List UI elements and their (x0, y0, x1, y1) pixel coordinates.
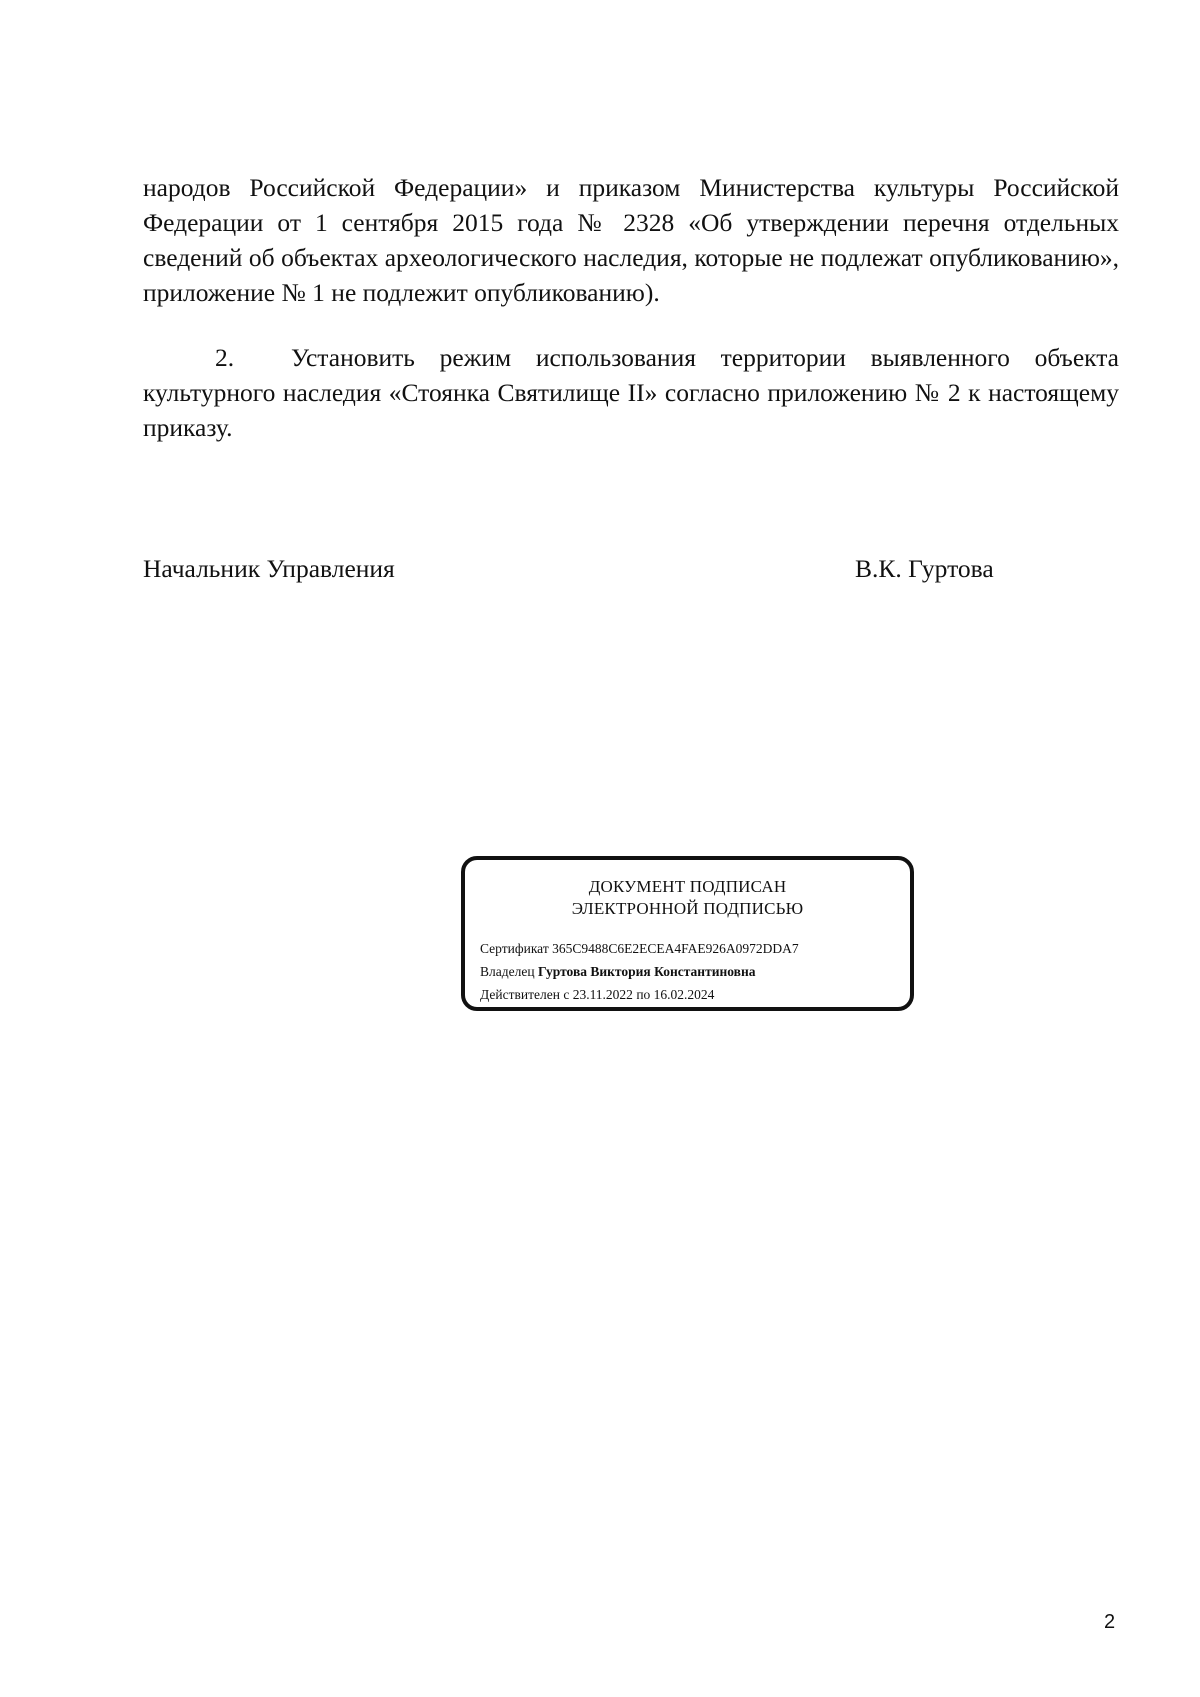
valid-to-date: 16.02.2024 (653, 987, 715, 1002)
valid-from-date: 23.11.2022 (572, 987, 633, 1002)
electronic-signature-stamp (461, 856, 914, 1011)
owner-value: Гуртова Виктория Константиновна (537, 964, 756, 979)
signatory-name: В.К. Гуртова (855, 554, 994, 583)
item-text: Установить режим использования территории выявленного объекта культурного наследия «Стоянка Святилище II» согласно приложению № 2 к настоящему приказу. (143, 343, 1119, 442)
numbered-item-2 (143, 340, 1119, 445)
certificate-value: 365C9488C6E2ECEA4FAE926A0972DDA7 (552, 941, 799, 956)
signature-row (143, 551, 1003, 587)
certificate-label: Сертификат (480, 941, 549, 956)
stamp-owner-line (480, 963, 756, 981)
stamp-title-line-1: ДОКУМЕНТ ПОДПИСАН (588, 877, 787, 896)
owner-label: Владелец (480, 964, 535, 979)
valid-from-label: с (563, 987, 570, 1002)
stamp-title-line-2: ЭЛЕКТРОННОЙ ПОДПИСЬЮ (571, 899, 804, 918)
paragraph-continuation: народов Российской Федерации» и приказом Министерства культуры Российской Федерации от 1 сентября 2015 года № 2328 «Об утверждении перечня отдельных сведений об объектах археологического наследия, которые не подлежат опубликованию», приложение № 1 не подлежит опубликованию). (143, 173, 1119, 307)
item-number: 2. (215, 343, 235, 372)
stamp-title (465, 876, 910, 920)
signatory-position: Начальник Управления (143, 554, 395, 583)
valid-to-label: по (636, 987, 651, 1002)
stamp-certificate-line (480, 940, 799, 958)
page-number: 2 (1104, 1611, 1116, 1633)
stamp-validity-line (480, 986, 714, 1004)
valid-label: Действителен (480, 987, 560, 1002)
